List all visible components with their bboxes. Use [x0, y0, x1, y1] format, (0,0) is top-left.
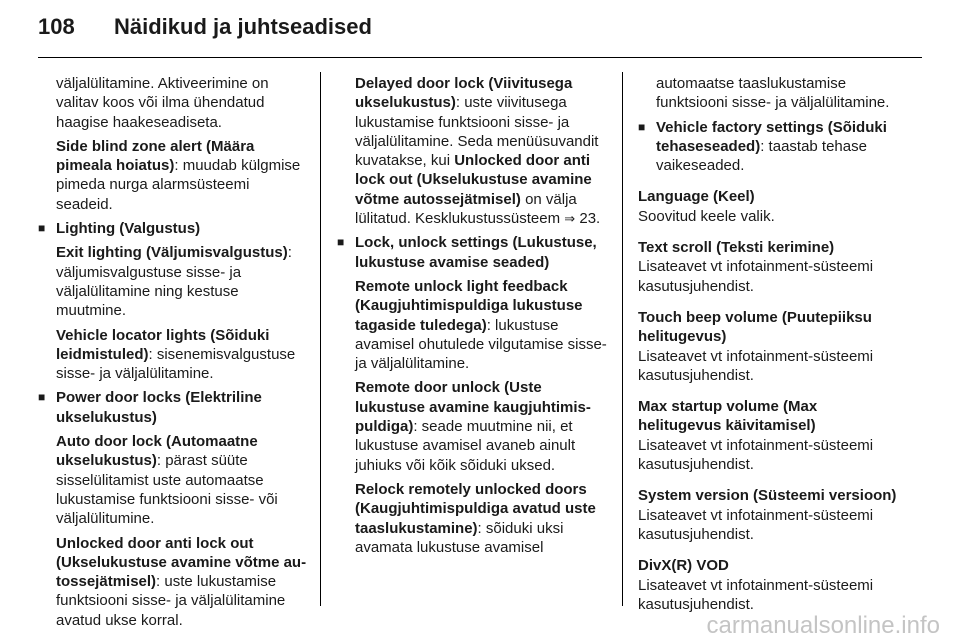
- section-title: Touch beep volume (Puutepiiksu helitugevus): [638, 308, 872, 346]
- section-title: Language (Keel): [638, 188, 755, 206]
- term: Delayed door lock (Viivitusega ukselukustus): [355, 75, 573, 112]
- settings-section: [638, 308, 904, 385]
- section-text: Lisateavet vt infotainment-süsteemi kasutusjuhendist.: [638, 506, 874, 543]
- paragraph: [337, 277, 609, 373]
- section-text: Lisateavet vt infotainment-süsteemi kasutusjuhendist.: [638, 436, 874, 474]
- description: : seade muutmine nii, et lukustuse avamisel avaneb ainult juhiuks või kõik sõiduki uksed.: [355, 418, 576, 474]
- paragraph: [38, 534, 310, 630]
- description: : sõiduki uksi avamata lukustuse avamisel: [355, 519, 564, 556]
- paragraph: [337, 378, 609, 474]
- page-number: 108: [38, 14, 75, 39]
- term: Remote door unlock (Uste lukustuse avamine kaugjuhtimis-puldiga): [355, 379, 591, 436]
- column-2: [337, 74, 609, 562]
- watermark: carmanualsonline.info: [706, 612, 940, 639]
- column-3: [638, 74, 904, 626]
- paragraph: väljalülitamine. Aktiveerimine on valitav koos või ilma ühendatud haagise haakeseadiseta.: [56, 75, 269, 131]
- bullet-item: [638, 118, 904, 176]
- description: on välja lülitatud. Kesklukustussüsteem: [355, 190, 577, 228]
- term: Exit lighting (Väljumisvalgustus): [56, 244, 288, 262]
- term: Side blind zone alert (Määra pimeala hoiatus): [56, 137, 255, 175]
- term: Vehicle factory settings (Sõiduki tehaseseaded): [656, 118, 887, 155]
- description: : lukustuse avamisel ohutulede vilgutamise sisse- ja väljalülitamine.: [355, 316, 607, 373]
- section-text: Lisateavet vt infotainment-süsteemi kasutusjuhendist.: [638, 258, 874, 295]
- bullet-item: ■ Power door locks (Elektriline ukselukustus): [38, 388, 310, 427]
- section-title: Max startup volume (Max helitugevus käivitamisel): [638, 398, 818, 435]
- description: : sisenemisvalgustuse sisse- ja väljalülitamine.: [56, 345, 296, 383]
- description: : taastab tehase vaikeseaded.: [656, 137, 867, 175]
- column-divider-1: [320, 72, 321, 606]
- term: Auto door lock (Automaatne ukselukustus): [56, 433, 258, 470]
- section-text: Soovitud keele valik.: [638, 207, 775, 225]
- paragraph: [38, 137, 310, 214]
- column-divider-2: [622, 72, 623, 606]
- page-reference-icon: ⇒: [564, 211, 576, 227]
- term: Unlocked door anti lock out (Ukselukustuse avamine võtme au-tossejätmisel): [56, 534, 307, 591]
- settings-section: [638, 486, 904, 544]
- description: : uste lukustamise funktsiooni sisse- ja väljalülitamine avatud ukse korral.: [56, 573, 286, 629]
- settings-section: [638, 556, 904, 614]
- term: Relock remotely unlocked doors (Kaugjuhtimispuldiga avatud uste taaslukustamine): [355, 480, 596, 537]
- description: : muudab külgmise pimeda nurga alarmsüsteemi seadeid.: [56, 157, 301, 213]
- header-rule: [38, 57, 922, 58]
- paragraph: [38, 243, 310, 320]
- term: Vehicle locator lights (Sõiduki leidmistuled): [56, 326, 270, 363]
- section-text: Lisateavet vt infotainment-süsteemi kasutusjuhendist.: [638, 347, 874, 384]
- page-header: [38, 14, 922, 54]
- term: Unlocked door anti lock out (Ukselukustuse avamine võtme autossejätmisel): [355, 152, 592, 208]
- paragraph: [38, 432, 310, 528]
- column-1: [38, 74, 310, 635]
- bullet-item: ■ Lighting (Valgustus): [38, 219, 310, 238]
- section-title: Text scroll (Teksti kerimine): [638, 239, 835, 257]
- section-title: System version (Süsteemi versioon): [638, 487, 897, 505]
- page-title: Näidikud ja juhtseadised: [114, 14, 372, 39]
- page-reference: 23.: [575, 210, 601, 228]
- settings-section: [638, 397, 904, 474]
- paragraph: [337, 480, 609, 557]
- paragraph: [337, 74, 609, 228]
- section-text: Lisateavet vt infotainment-süsteemi kasutusjuhendist.: [638, 576, 874, 613]
- section-title: DivX(R) VOD: [638, 557, 729, 575]
- description: : uste viivitusega lukustamise funktsiooni sisse- ja väljalülitamine. Seda menüüsuvandit kuvatakse, kui: [355, 94, 599, 170]
- description: : väljumisvalgustuse sisse- ja väljalülitamine ning kestuse muutmine.: [56, 244, 292, 320]
- paragraph: automaatse taaslukustamise funktsiooni sisse- ja väljalülitamine.: [656, 75, 890, 112]
- term: Remote unlock light feedback (Kaugjuhtimispuldiga lukustuse tagaside tuledega): [355, 277, 583, 334]
- description: : pärast süüte sisselülitamist uste automaatse lukustamise funktsiooni sisse- või väljalülitumine.: [56, 452, 278, 528]
- paragraph: [38, 326, 310, 384]
- settings-section: [638, 187, 904, 226]
- settings-section: [638, 238, 904, 296]
- bullet-item: ■ Lock, unlock settings (Lukustuse, lukustuse avamise seaded): [337, 233, 609, 272]
